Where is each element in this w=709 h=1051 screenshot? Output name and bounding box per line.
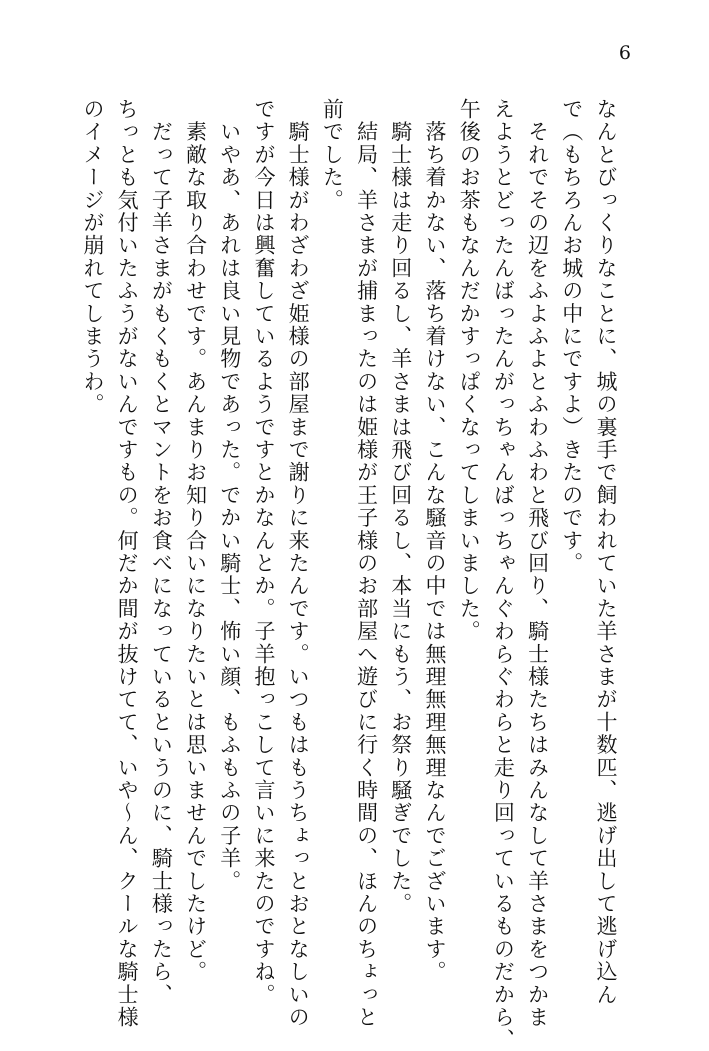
text-line: えようとどったんばったんがっちゃんばっちゃんぐわらぐわらと走り回っているものだから、 — [491, 98, 516, 1051]
text-line: ですが今日は興奮しているようですとかなんとか。子羊抱っこして言いに来たのですね。 — [251, 98, 276, 1006]
text-line: 騎士様がわざわざ姫様の部屋まで謝りに来たんです。いつもはもうちょっとおとなしいの — [286, 98, 311, 1029]
text-line: 午後のお茶もなんだかすっぱくなってしまいました。 — [457, 98, 482, 643]
text-line: ちっとも気付いたふうがないんですもの。何だか間が抜けてて、いや〜ん、クールな騎士様 — [115, 98, 140, 1029]
text-line: 騎士様は走り回るし、羊さまは飛び回るし、本当にもう、お祭り騒ぎでした。 — [388, 98, 413, 916]
page-number: 6 — [618, 42, 631, 64]
text-line: なんとびっくりなことに、城の裏手で飼われていた羊さまが十数匹、逃げ出して逃げ込ん — [594, 98, 618, 1006]
text-line: だって子羊さまがもくもくとマントをお食べになっているというのに、騎士様ったら、 — [149, 98, 174, 1006]
text-line: で（もちろんお城の中にですよ）きたのです。 — [559, 98, 584, 575]
vertical-text-body — [76, 98, 623, 1051]
text-line: 結局、羊さまが捕まったのは姫様が王子様のお部屋へ遊びに行く時間の、ほんのちょっと — [354, 98, 379, 1029]
text-line: のイメージが崩れてしまうわ。 — [80, 98, 105, 416]
text-line: それでその辺をふよふよとふわふわと飛び回り、騎士様たちはみんなして羊さまをつかま — [525, 98, 550, 1029]
text-line: 素敵な取り合わせです。あんまりお知り合いになりたいとは思いませんでしたけど。 — [183, 98, 208, 984]
text-line: いやあ、あれは良い見物であった。でかい騎士、怖い顔、もふもふの子羊。 — [217, 98, 242, 893]
text-line: 前でした。 — [320, 98, 345, 212]
text-line: 落ち着かない、落ち着けない、こんな騒音の中では無理無理無理なんでございます。 — [422, 98, 447, 984]
